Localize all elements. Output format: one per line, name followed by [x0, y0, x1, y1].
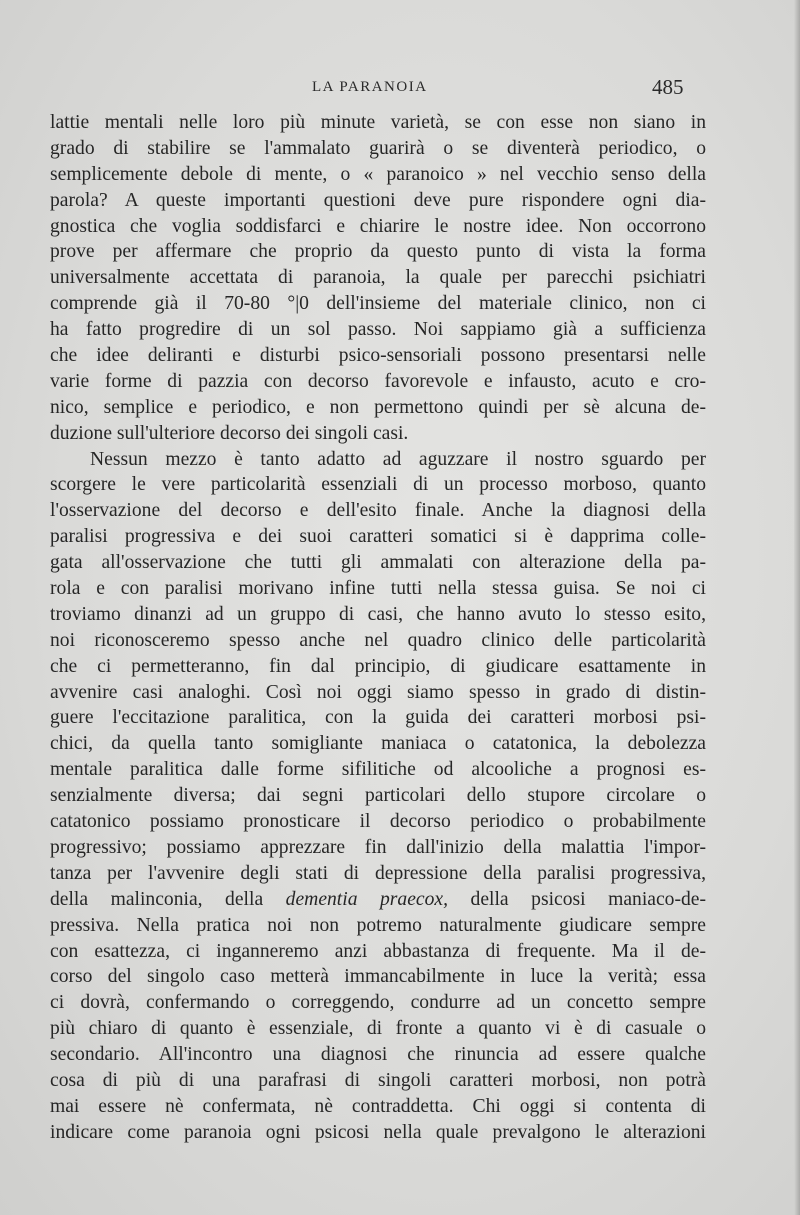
- text-line: parola? A queste importanti questioni deve pure rispondere ogni dia-: [50, 189, 706, 211]
- text-line: mentale paralitica dalle forme sifilitiche od alcooliche a prognosi es-: [50, 759, 706, 781]
- text-line: guere l'eccitazione paralitica, con la guida dei caratteri morbosi psi-: [50, 707, 706, 729]
- italic-term: dementia praecox,: [285, 888, 449, 910]
- text-segment: della malinconia, della: [50, 888, 264, 910]
- text-line: scorgere le vere particolarità essenziali di un processo morboso, quanto: [50, 474, 706, 496]
- text-line: nico, semplice e periodico, e non permettono quindi per sè alcuna de-: [50, 396, 706, 418]
- text-line: avvenire casi analoghi. Così noi oggi siamo spesso in grado di distin-: [50, 681, 706, 703]
- text-line: gnostica che voglia soddisfarci e chiarire le nostre idee. Non occorrono: [50, 215, 706, 237]
- text-line: universalmente accettata di paranoia, la quale per parecchi psichiatri: [50, 267, 706, 289]
- text-line: cosa di più di una parafrasi di singoli caratteri morbosi, non potrà: [50, 1069, 706, 1091]
- text-line: noi riconosceremo spesso anche nel quadro clinico delle particolarità: [50, 629, 706, 651]
- text-segment: della psicosi maniaco-de-: [470, 888, 706, 910]
- text-line: con esattezza, ci inganneremo anzi abbastanza di frequente. Ma il de-: [50, 940, 706, 962]
- page-number: 485: [652, 75, 684, 99]
- text-line: indicare come paranoia ogni psicosi nella quale prevalgono le alterazioni: [50, 1121, 706, 1143]
- body-text: [50, 110, 706, 1146]
- text-line: gata all'osservazione che tutti gli ammalati con alterazione della pa-: [50, 552, 706, 574]
- text-line: catatonico possiamo pronosticare il decorso periodico o probabilmente: [50, 811, 706, 833]
- page-edge-shadow: [794, 0, 800, 1215]
- text-line: progressivo; possiamo apprezzare fin dall'inizio della malattia l'impor-: [50, 836, 706, 858]
- text-line: ha fatto progredire di un sol passo. Noi sappiamo già a sufficienza: [50, 319, 706, 341]
- text-line: lattie mentali nelle loro più minute varietà, se con esse non siano in: [50, 112, 706, 133]
- text-line: chici, da quella tanto somigliante maniaca o catatonica, la debolezza: [50, 733, 706, 755]
- text-line: tanza per l'avvenire degli stati di depressione della paralisi progressiva,: [50, 862, 706, 884]
- text-line: rola e con paralisi morivano infine tutti nella stessa guisa. Se noi ci: [50, 578, 706, 600]
- text-line: ci dovrà, confermando o correggendo, condurre ad un concetto sempre: [50, 992, 706, 1014]
- text-line: più chiaro di quanto è essenziale, di fronte a quanto vi è di casuale o: [50, 1018, 706, 1040]
- text-line: prove per affermare che proprio da questo punto di vista la forma: [50, 241, 706, 263]
- text-line: grado di stabilire se l'ammalato guarirà o se diventerà periodico, o: [50, 137, 706, 159]
- running-title: LA PARANOIA: [312, 79, 428, 95]
- text-line: corso del singolo caso metterà immancabilmente in luce la verità; essa: [50, 966, 706, 988]
- text-line: comprende già il 70-80 °|0 dell'insieme del materiale clinico, non ci: [50, 293, 706, 315]
- text-line: che ci permetteranno, fin dal principio, di giudicare esattamente in: [50, 655, 706, 677]
- paragraph-start-line: Nessun mezzo è tanto adatto ad aguzzare il nostro sguardo per: [90, 448, 706, 470]
- text-line: paralisi progressiva e dei suoi caratteri somatici si è dapprima colle-: [50, 526, 706, 548]
- text-line: troviamo dinanzi ad un gruppo di casi, che hanno avuto lo stesso esito,: [50, 603, 706, 625]
- text-line: secondario. All'incontro una diagnosi che rinuncia ad essere qualche: [50, 1044, 706, 1066]
- paragraph-end-line: duzione sull'ulteriore decorso dei singoli casi.: [50, 422, 409, 444]
- text-line: varie forme di pazzia con decorso favorevole e infausto, acuto e cro-: [50, 370, 706, 392]
- text-line: pressiva. Nella pratica noi non potremo naturalmente giudicare sempre: [50, 914, 706, 936]
- text-line-with-italic: [50, 887, 706, 913]
- running-header: [0, 77, 800, 101]
- text-line: l'osservazione del decorso e dell'esito finale. Anche la diagnosi della: [50, 500, 706, 522]
- text-line: semplicemente debole di mente, o « paranoico » nel vecchio senso della: [50, 163, 706, 185]
- text-line: mai essere nè confermata, nè contraddetta. Chi oggi si contenta di: [50, 1095, 706, 1117]
- text-line: che idee deliranti e disturbi psico-sensoriali possono presentarsi nelle: [50, 345, 706, 367]
- text-line: senzialmente diversa; dai segni particolari dello stupore circolare o: [50, 785, 706, 807]
